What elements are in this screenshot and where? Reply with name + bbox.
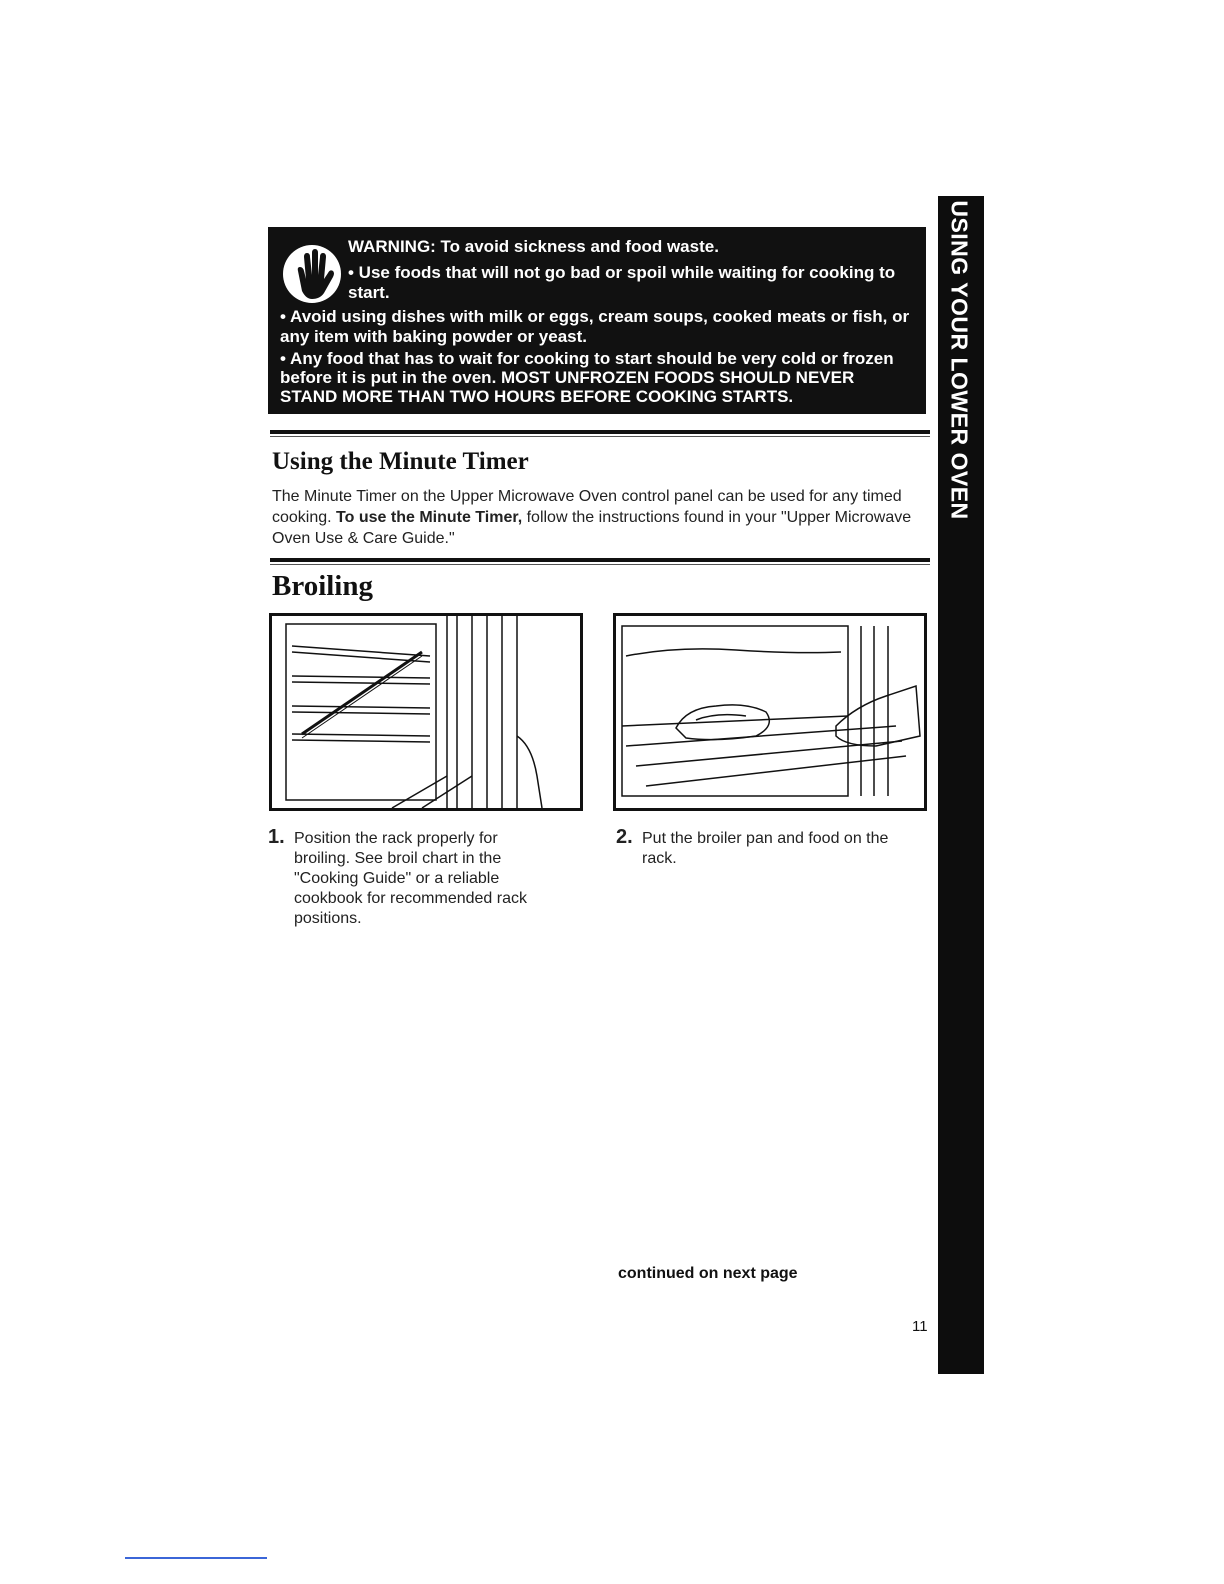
- minute-timer-text: [272, 486, 912, 549]
- section-divider-thin: [270, 436, 930, 437]
- section-divider: [270, 558, 930, 562]
- step-text: Position the rack properly for broiling. See broil chart in the "Cooking Guide" or a reliable cookbook for recommended rack positions.: [294, 830, 527, 927]
- warning-box: [268, 227, 926, 414]
- section-divider: [270, 430, 930, 434]
- broiler-pan-drawing: [616, 616, 924, 808]
- page-number: 11: [912, 1318, 928, 1335]
- bottom-link-underline: [125, 1557, 267, 1559]
- side-tab-label: USING YOUR LOWER OVEN: [946, 200, 973, 520]
- warning-title: WARNING: To avoid sickness and food waste.: [348, 237, 719, 256]
- broiling-title: Broiling: [272, 570, 373, 602]
- hand-stop-icon: [282, 241, 342, 307]
- minute-timer-text-a: The Minute Timer on the Upper Microwave Oven control panel can be used for any timed cooking.: [272, 488, 902, 526]
- minute-timer-title: Using the Minute Timer: [272, 448, 529, 475]
- warning-bullet-2: • Avoid using dishes with milk or eggs, cream soups, cooked meats or fish, or any item with baking powder or yeast.: [280, 307, 910, 346]
- warning-bullet-3: • Any food that has to wait for cooking to start should be very cold or frozen before it is put in the oven. MOST UNFROZEN FOODS SHOULD NEVER STAND MORE THAN TWO HOURS BEFORE COOKING STARTS.: [280, 349, 894, 406]
- rack-illustration: [269, 613, 583, 811]
- broiler-pan-illustration: [613, 613, 927, 811]
- section-divider-thin: [270, 564, 930, 565]
- minute-timer-text-b: follow the instructions found in your "Upper Microwave Oven Use & Care Guide.": [272, 509, 912, 547]
- step-text: Put the broiler pan and food on the rack.: [642, 830, 889, 867]
- step-number: 1.: [268, 826, 285, 848]
- step-number: 2.: [616, 826, 633, 848]
- oven-rack-drawing: [272, 616, 580, 808]
- warning-bullet-1: • Use foods that will not go bad or spoil while waiting for cooking to start.: [348, 263, 896, 302]
- continued-note: continued on next page: [618, 1265, 798, 1282]
- minute-timer-text-bold: To use the Minute Timer,: [336, 509, 523, 526]
